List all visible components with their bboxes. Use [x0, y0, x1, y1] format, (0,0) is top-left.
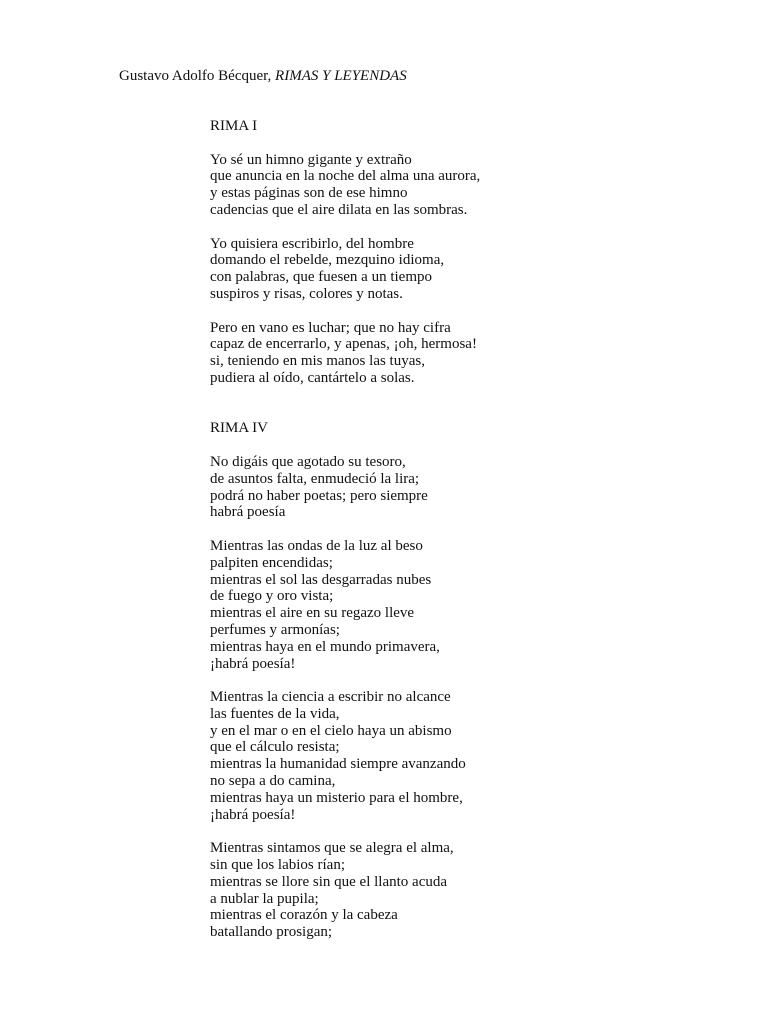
poems-body	[210, 118, 730, 958]
verse-line: y en el mar o en el cielo haya un abismo	[210, 722, 452, 739]
verse-line: pudiera al oído, cantártelo a solas.	[210, 369, 415, 386]
verse-line: que el cálculo resista;	[210, 739, 340, 756]
verse-line: perfumes y armonías;	[210, 621, 340, 638]
verse-line: palpiten encendidas;	[210, 554, 333, 571]
verse-line: si, teniendo en mis manos las tuyas,	[210, 353, 425, 370]
verse-line: Yo sé un himno gigante y extraño	[210, 151, 412, 168]
verse-line: que anuncia en la noche del alma una aurora,	[210, 168, 481, 185]
verse-line: cadencias que el aire dilata en las sombras.	[210, 201, 468, 218]
verse-line: No digáis que agotado su tesoro,	[210, 453, 406, 470]
verse-line: domando el rebelde, mezquino idioma,	[210, 252, 445, 269]
verse-line: capaz de encerrarlo, y apenas, ¡oh, hermosa!	[210, 336, 477, 353]
verse-line: Mientras sintamos que se alegra el alma,	[210, 840, 454, 857]
verse-line: Yo quisiera escribirlo, del hombre	[210, 235, 414, 252]
verse-line: de asuntos falta, enmudeció la lira;	[210, 470, 420, 487]
verse-line: mientras el aire en su regazo lleve	[210, 605, 415, 622]
poem-rima-iv	[210, 420, 730, 941]
verse-line: a nublar la pupila;	[210, 890, 319, 907]
verse-line: sin que los labios rían;	[210, 857, 345, 874]
stanza	[210, 320, 730, 387]
verse-line: mientras haya un misterio para el hombre,	[210, 789, 463, 806]
poem-title: RIMA I	[210, 118, 258, 134]
document-header	[119, 66, 407, 86]
stanza	[210, 454, 730, 521]
verse-line: las fuentes de la vida,	[210, 705, 340, 722]
stanza	[210, 538, 730, 672]
verse-line: con palabras, que fuesen a un tiempo	[210, 269, 433, 286]
verse-line: mientras se llore sin que el llanto acuda	[210, 873, 448, 890]
poem-title: RIMA IV	[210, 420, 268, 437]
verse-line: habrá poesía	[210, 504, 286, 521]
stanza	[210, 236, 730, 303]
poem-rima-i	[210, 118, 730, 387]
poem-spacer	[210, 404, 730, 421]
stanza	[210, 840, 730, 941]
stanza	[210, 689, 730, 823]
verse-line: ¡habrá poesía!	[210, 806, 296, 823]
verse-line: podrá no haber poetas; pero siempre	[210, 487, 428, 504]
verse-line: suspiros y risas, colores y notas.	[210, 285, 403, 302]
verse-line: Pero en vano es luchar; que no hay cifra	[210, 319, 451, 336]
verse-line: no sepa a do camina,	[210, 773, 336, 790]
verse-line: mientras la humanidad siempre avanzando	[210, 756, 466, 773]
verse-line: mientras el corazón y la cabeza	[210, 907, 398, 924]
verse-line: y estas páginas son de ese himno	[210, 185, 408, 202]
verse-line: batallando prosigan;	[210, 924, 333, 941]
verse-line: ¡habrá poesía!	[210, 655, 296, 672]
work-title: RIMAS Y LEYENDAS	[275, 68, 407, 84]
verse-line: Mientras la ciencia a escribir no alcance	[210, 689, 451, 706]
verse-line: mientras haya en el mundo primavera,	[210, 638, 440, 655]
verse-line: de fuego y oro vista;	[210, 588, 334, 605]
stanza	[210, 152, 730, 219]
verse-line: Mientras las ondas de la luz al beso	[210, 537, 423, 554]
verse-line: mientras el sol las desgarradas nubes	[210, 571, 432, 588]
author-name: Gustavo Adolfo Bécquer,	[119, 68, 272, 84]
